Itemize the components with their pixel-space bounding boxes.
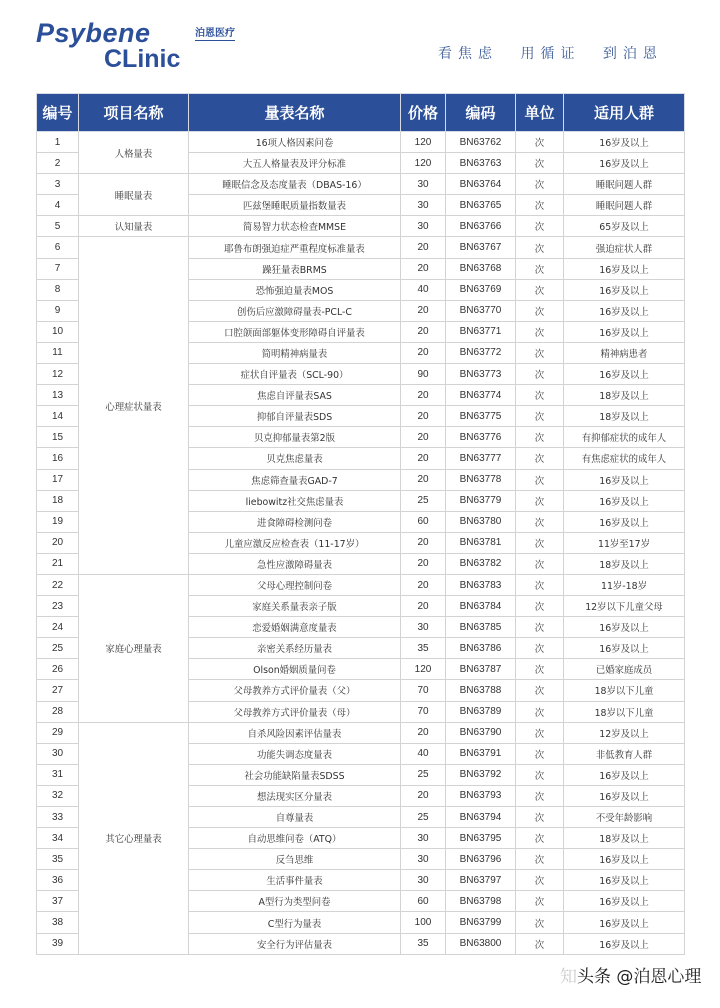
scale-name: 恐怖强迫量表MOS [189,279,401,300]
code: BN63773 [446,364,516,385]
unit: 次 [516,828,564,849]
row-id: 7 [37,258,79,279]
price: 20 [401,785,446,806]
price: 20 [401,342,446,363]
row-id: 17 [37,469,79,490]
audience: 18岁及以上 [564,553,685,574]
unit: 次 [516,321,564,342]
audience: 11岁-18岁 [564,574,685,595]
row-id: 39 [37,933,79,954]
price: 35 [401,933,446,954]
unit: 次 [516,638,564,659]
code: BN63780 [446,511,516,532]
audience: 16岁及以上 [564,933,685,954]
price: 20 [401,722,446,743]
unit: 次 [516,849,564,870]
code: BN63767 [446,237,516,258]
table-body [37,132,685,955]
audience: 65岁及以上 [564,216,685,237]
unit: 次 [516,680,564,701]
unit: 次 [516,659,564,680]
table-header-row [37,94,685,132]
scale-name: 社会功能缺陷量表SDSS [189,764,401,785]
unit: 次 [516,132,564,153]
unit: 次 [516,785,564,806]
unit: 次 [516,553,564,574]
code: BN63787 [446,659,516,680]
row-id: 20 [37,532,79,553]
price: 20 [401,574,446,595]
unit: 次 [516,195,564,216]
price: 120 [401,132,446,153]
row-id: 22 [37,574,79,595]
scale-name: 想法现实区分量表 [189,785,401,806]
audience: 16岁及以上 [564,617,685,638]
unit: 次 [516,300,564,321]
unit: 次 [516,891,564,912]
table-row [37,237,685,258]
code: BN63796 [446,849,516,870]
price: 40 [401,743,446,764]
audience: 18岁以下儿童 [564,701,685,722]
category-cell: 心理症状量表 [79,237,189,575]
audience: 有焦虑症状的成年人 [564,448,685,469]
watermark [560,962,701,987]
row-id: 35 [37,849,79,870]
code: BN63798 [446,891,516,912]
code: BN63768 [446,258,516,279]
scale-name: 恋爱婚姻满意度量表 [189,617,401,638]
scale-name: 生活事件量表 [189,870,401,891]
unit: 次 [516,870,564,891]
price: 25 [401,764,446,785]
scale-name: 父母教养方式评价量表（母） [189,701,401,722]
table-row [37,132,685,153]
price: 60 [401,891,446,912]
row-id: 2 [37,153,79,174]
price: 20 [401,300,446,321]
price: 120 [401,153,446,174]
price: 30 [401,174,446,195]
price: 120 [401,659,446,680]
scale-name: 自动思维问卷（ATQ） [189,828,401,849]
audience: 16岁及以上 [564,490,685,511]
scale-name: A型行为类型问卷 [189,891,401,912]
row-id: 37 [37,891,79,912]
audience: 16岁及以上 [564,258,685,279]
code: BN63772 [446,342,516,363]
scale-name: 抑郁自评量表SDS [189,406,401,427]
unit: 次 [516,743,564,764]
row-id: 27 [37,680,79,701]
audience: 16岁及以上 [564,785,685,806]
audience: 18岁及以上 [564,406,685,427]
price: 30 [401,849,446,870]
code: BN63771 [446,321,516,342]
row-id: 4 [37,195,79,216]
audience: 已婚家庭成员 [564,659,685,680]
price: 20 [401,321,446,342]
logo-chinese-name: 泊恩医疗 [195,28,235,39]
scale-name: 反刍思维 [189,849,401,870]
audience: 18岁以下儿童 [564,680,685,701]
code: BN63793 [446,785,516,806]
audience: 睡眠问题人群 [564,174,685,195]
slogan-part: 用循证 [520,46,581,62]
audience: 不受年龄影响 [564,807,685,828]
price: 20 [401,553,446,574]
category-cell: 家庭心理量表 [79,574,189,722]
code: BN63774 [446,385,516,406]
code: BN63766 [446,216,516,237]
audience: 有抑郁症状的成年人 [564,427,685,448]
audience: 12岁以下儿童父母 [564,596,685,617]
code: BN63779 [446,490,516,511]
row-id: 38 [37,912,79,933]
code: BN63797 [446,870,516,891]
price: 20 [401,448,446,469]
watermark-faint: 知 [560,967,577,987]
code: BN63791 [446,743,516,764]
unit: 次 [516,764,564,785]
scale-name: 大五人格量表及评分标准 [189,153,401,174]
price: 20 [401,596,446,617]
unit: 次 [516,617,564,638]
code: BN63786 [446,638,516,659]
unit: 次 [516,174,564,195]
audience: 16岁及以上 [564,153,685,174]
scale-name: 安全行为评估量表 [189,933,401,954]
price: 20 [401,532,446,553]
unit: 次 [516,722,564,743]
audience: 12岁及以上 [564,722,685,743]
code: BN63776 [446,427,516,448]
code: BN63785 [446,617,516,638]
column-header-id: 编号 [37,94,79,132]
audience: 18岁及以上 [564,385,685,406]
unit: 次 [516,342,564,363]
price: 20 [401,385,446,406]
row-id: 8 [37,279,79,300]
unit: 次 [516,574,564,595]
unit: 次 [516,448,564,469]
code: BN63763 [446,153,516,174]
code: BN63765 [446,195,516,216]
price: 35 [401,638,446,659]
price: 25 [401,490,446,511]
price: 90 [401,364,446,385]
row-id: 12 [37,364,79,385]
scale-name: 功能失调态度量表 [189,743,401,764]
audience: 16岁及以上 [564,469,685,490]
code: BN63762 [446,132,516,153]
code: BN63782 [446,553,516,574]
scale-name: 自尊量表 [189,807,401,828]
scale-name: 焦虑自评量表SAS [189,385,401,406]
scale-name: 进食障碍检测问卷 [189,511,401,532]
price: 30 [401,195,446,216]
code: BN63789 [446,701,516,722]
category-cell: 人格量表 [79,132,189,174]
scale-name: 贝克焦虑量表 [189,448,401,469]
row-id: 28 [37,701,79,722]
code: BN63800 [446,933,516,954]
row-id: 34 [37,828,79,849]
scale-name: 父母教养方式评价量表（父） [189,680,401,701]
column-header-price: 价格 [401,94,446,132]
scale-name: 躁狂量表BRMS [189,258,401,279]
row-id: 10 [37,321,79,342]
audience: 16岁及以上 [564,364,685,385]
unit: 次 [516,511,564,532]
code: BN63788 [446,680,516,701]
audience: 16岁及以上 [564,891,685,912]
audience: 16岁及以上 [564,849,685,870]
code: BN63790 [446,722,516,743]
code: BN63781 [446,532,516,553]
price: 30 [401,870,446,891]
price: 25 [401,807,446,828]
unit: 次 [516,364,564,385]
row-id: 13 [37,385,79,406]
slogan [438,43,675,63]
audience: 16岁及以上 [564,321,685,342]
scale-name: 匹兹堡睡眠质量指数量表 [189,195,401,216]
audience: 16岁及以上 [564,912,685,933]
row-id: 6 [37,237,79,258]
code: BN63775 [446,406,516,427]
code: BN63799 [446,912,516,933]
row-id: 23 [37,596,79,617]
audience: 16岁及以上 [564,279,685,300]
row-id: 1 [37,132,79,153]
table-row [37,574,685,595]
code: BN63784 [446,596,516,617]
audience: 强迫症状人群 [564,237,685,258]
row-id: 24 [37,617,79,638]
price: 30 [401,216,446,237]
row-id: 26 [37,659,79,680]
scale-name: 自杀风险因素评估量表 [189,722,401,743]
price: 20 [401,237,446,258]
row-id: 14 [37,406,79,427]
scale-name: 睡眠信念及态度量表（DBAS-16） [189,174,401,195]
clinic-logo [36,18,236,74]
code: BN63769 [446,279,516,300]
audience: 16岁及以上 [564,511,685,532]
slogan-part: 到泊恩 [602,46,663,62]
scale-name: 贝克抑郁量表第2版 [189,427,401,448]
unit: 次 [516,279,564,300]
scale-name: 父母心理控制问卷 [189,574,401,595]
unit: 次 [516,933,564,954]
column-header-code: 编码 [446,94,516,132]
code: BN63794 [446,807,516,828]
row-id: 5 [37,216,79,237]
scale-name: 家庭关系量表亲子版 [189,596,401,617]
audience: 非低教育人群 [564,743,685,764]
price: 30 [401,617,446,638]
price: 30 [401,828,446,849]
scale-name: 简明精神病量表 [189,342,401,363]
unit: 次 [516,385,564,406]
price: 70 [401,680,446,701]
scale-name: 焦虑筛查量表GAD-7 [189,469,401,490]
scale-name: 简易智力状态检查MMSE [189,216,401,237]
row-id: 29 [37,722,79,743]
code: BN63778 [446,469,516,490]
scale-name: 16项人格因素问卷 [189,132,401,153]
unit: 次 [516,427,564,448]
slogan-part: 看焦虑 [438,46,498,62]
row-id: 33 [37,807,79,828]
unit: 次 [516,701,564,722]
unit: 次 [516,469,564,490]
unit: 次 [516,216,564,237]
unit: 次 [516,532,564,553]
price: 20 [401,469,446,490]
row-id: 11 [37,342,79,363]
audience: 11岁至17岁 [564,532,685,553]
row-id: 3 [37,174,79,195]
audience: 精神病患者 [564,342,685,363]
unit: 次 [516,912,564,933]
scale-name: 症状自评量表（SCL-90） [189,364,401,385]
row-id: 32 [37,785,79,806]
row-id: 36 [37,870,79,891]
scale-name: Olson婚姻质量问卷 [189,659,401,680]
unit: 次 [516,406,564,427]
audience: 16岁及以上 [564,764,685,785]
row-id: 9 [37,300,79,321]
unit: 次 [516,237,564,258]
code: BN63770 [446,300,516,321]
row-id: 19 [37,511,79,532]
scale-name: 急性应激障碍量表 [189,553,401,574]
audience: 16岁及以上 [564,638,685,659]
code: BN63783 [446,574,516,595]
category-cell: 睡眠量表 [79,174,189,216]
column-header-category: 项目名称 [79,94,189,132]
audience: 16岁及以上 [564,300,685,321]
code: BN63795 [446,828,516,849]
unit: 次 [516,596,564,617]
code: BN63764 [446,174,516,195]
scale-name: C型行为量表 [189,912,401,933]
scale-name: liebowitz社交焦虑量表 [189,490,401,511]
scale-name: 儿童应激反应检查表（11-17岁） [189,532,401,553]
row-id: 18 [37,490,79,511]
table-row [37,722,685,743]
row-id: 31 [37,764,79,785]
unit: 次 [516,807,564,828]
unit: 次 [516,490,564,511]
table-row [37,216,685,237]
unit: 次 [516,153,564,174]
logo-brand: Psybene [36,18,151,48]
audience: 18岁及以上 [564,828,685,849]
column-header-scale: 量表名称 [189,94,401,132]
code: BN63777 [446,448,516,469]
row-id: 21 [37,553,79,574]
price: 20 [401,406,446,427]
audience: 16岁及以上 [564,132,685,153]
code: BN63792 [446,764,516,785]
category-cell: 认知量表 [79,216,189,237]
row-id: 15 [37,427,79,448]
row-id: 16 [37,448,79,469]
scale-name: 耶鲁布朗强迫症严重程度标准量表 [189,237,401,258]
price-table [36,93,685,955]
scale-name: 创伤后应激障碍量表-PCL-C [189,300,401,321]
table-row [37,174,685,195]
category-cell: 其它心理量表 [79,722,189,954]
unit: 次 [516,258,564,279]
row-id: 30 [37,743,79,764]
scale-name: 口腔颌面部躯体变形障碍自评量表 [189,321,401,342]
price: 20 [401,258,446,279]
watermark-text: 头条 @泊恩心理 [577,967,702,987]
audience: 睡眠问题人群 [564,195,685,216]
logo-sub: CLinic [104,45,181,73]
scale-name: 亲密关系经历量表 [189,638,401,659]
column-header-audience: 适用人群 [564,94,685,132]
price: 70 [401,701,446,722]
price: 40 [401,279,446,300]
audience: 16岁及以上 [564,870,685,891]
price: 60 [401,511,446,532]
column-header-unit: 单位 [516,94,564,132]
row-id: 25 [37,638,79,659]
price: 100 [401,912,446,933]
price: 20 [401,427,446,448]
